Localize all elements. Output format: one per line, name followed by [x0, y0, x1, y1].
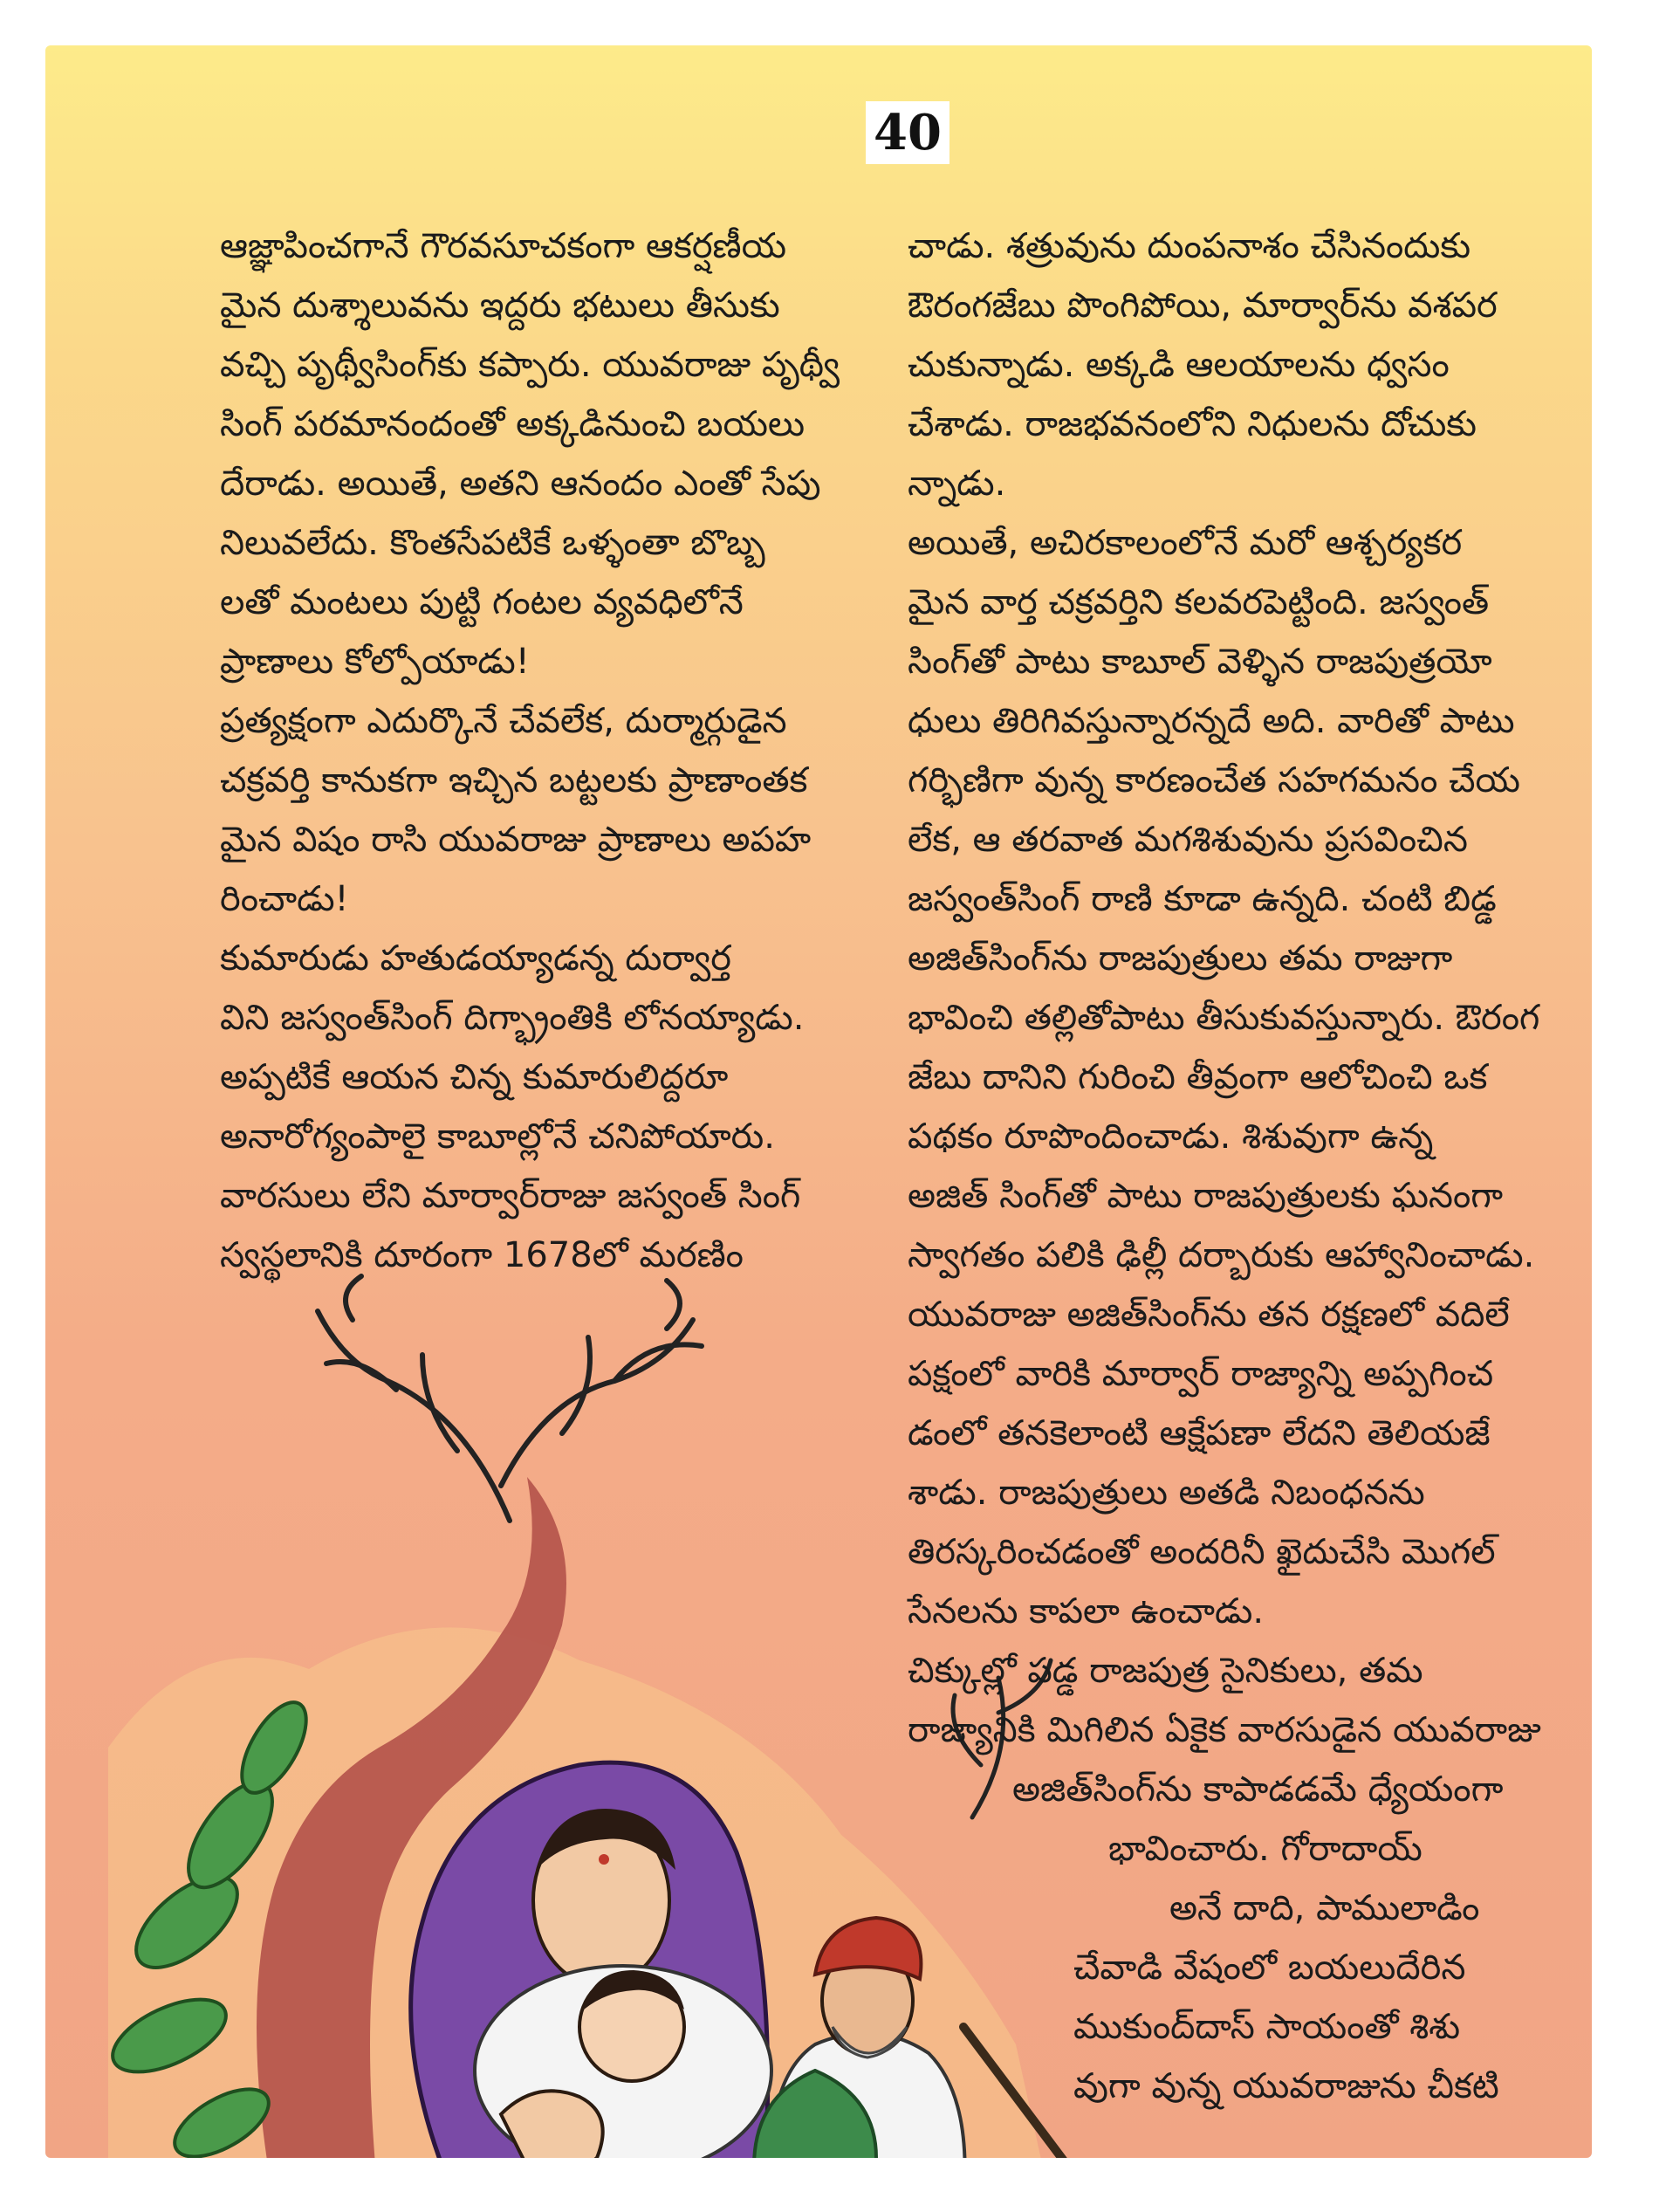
- text-line: ధులు తిరిగివస్తున్నారన్నదే అది. వారితో పాటు: [908, 701, 1515, 741]
- left-column: [220, 216, 874, 1285]
- text-line: డంలో తనకెలాంటి ఆక్షేపణా లేదని తెలియజే: [908, 1413, 1491, 1453]
- text-line: ప్రాణాలు కోల్పోయాడు!: [220, 642, 530, 682]
- text-line: ఔరంగజేబు పొంగిపోయి, మార్వార్‌ను వశపర: [908, 285, 1498, 326]
- text-line: సేనలను కాపలా ఉంచాడు.: [908, 1591, 1265, 1632]
- right-column: [908, 216, 1541, 2116]
- text-line: రించాడు!: [220, 879, 349, 919]
- text-line: అజిత్‌సింగ్‌ను కాపాడడమే ధ్యేయంగా: [1012, 1769, 1504, 1810]
- text-line: భావించి తల్లితోపాటు తీసుకువస్తున్నారు. ఔరంగ: [908, 998, 1540, 1038]
- text-line: అనే దాది, పాములాడిం: [1169, 1888, 1480, 1928]
- text-line: తిరస్కరించడంతో అందరినీ ఖైదుచేసి మొగల్: [908, 1532, 1496, 1572]
- text-line: చిక్కుల్లో పడ్డ రాజపుత్ర సైనికులు, తమ: [908, 1651, 1423, 1691]
- text-line: ముకుంద్‌దాస్ సాయంతో శిశు: [1073, 2007, 1461, 2047]
- text-line: చుకున్నాడు. అక్కడి ఆలయాలను ధ్వసం: [908, 345, 1450, 385]
- text-line: గర్భిణిగా వున్న కారణంచేత సహగమనం చేయ: [908, 760, 1520, 800]
- text-line: లతో మంటలు పుట్టి గంటల వ్యవధిలోనే: [220, 582, 744, 622]
- text-line: విని జస్వంత్‌సింగ్ దిగ్భ్రాంతికి లోనయ్యాడు.: [220, 998, 805, 1038]
- text-line: ప్రత్యక్షంగా ఎదుర్కొనే చేవలేక, దుర్మార్గుడైన: [220, 701, 787, 741]
- text-line: అజిత్ సింగ్‌తో పాటు రాజపుత్రులకు ఘనంగా: [908, 1176, 1504, 1216]
- text-line: యువరాజు అజిత్‌సింగ్‌ను తన రక్షణలో వదిలే: [908, 1295, 1510, 1335]
- text-line: భావించారు. గోరాదాయ్: [1108, 1829, 1422, 1869]
- mother-hand: [501, 2091, 603, 2158]
- text-line: వచ్చి పృథ్వీసింగ్‌కు కప్పారు. యువరాజు పృథ్వీ: [220, 345, 840, 385]
- text-line: చక్రవర్తి కానుకగా ఇచ్చిన బట్టలకు ప్రాణాంతక: [220, 760, 808, 800]
- text-line: మైన దుశ్శాలువను ఇద్దరు భటులు తీసుకు: [220, 285, 780, 326]
- text-line: పక్షంలో వారికి మార్వార్ రాజ్యాన్ని అప్పగించ: [908, 1354, 1494, 1394]
- text-line: ఆజ్ఞాపించగానే గౌరవసూచకంగా ఆకర్షణీయ: [220, 226, 787, 266]
- text-line: చేవాడి వేషంలో బయలుదేరిన: [1073, 1948, 1466, 1988]
- text-line: పథకం రూపొందించాడు. శిశువుగా ఉన్న: [908, 1116, 1434, 1157]
- tree-branches: [318, 1276, 702, 1521]
- text-line: లేక, ఆ తరవాత మగశిశువును ప్రసవించిన: [908, 820, 1468, 860]
- text-line: అజిత్‌సింగ్‌ను రాజపుత్రులు తమ రాజుగా: [908, 938, 1453, 979]
- text-line: అయితే, అచిరకాలంలోనే మరో ఆశ్చర్యకర: [908, 523, 1463, 563]
- text-line: దేరాడు. అయితే, అతని ఆనందం ఎంతో సేపు: [220, 464, 821, 504]
- text-line: శాడు. రాజపుత్రులు అతడి నిబంధనను: [908, 1473, 1425, 1513]
- text-line: న్నాడు.: [908, 464, 1006, 504]
- text-line: సింగ్‌తో పాటు కాబూల్ వెళ్ళిన రాజపుత్రయో: [908, 642, 1492, 682]
- page: [45, 45, 1592, 2158]
- text-line: జేబు దానిని గురించి తీవ్రంగా ఆలోచించి ఒక: [908, 1057, 1488, 1097]
- text-line: చేశాడు. రాజభవనంలోని నిధులను దోచుకు: [908, 404, 1477, 444]
- text-line: అప్పటికే ఆయన చిన్న కుమారులిద్దరూ: [220, 1057, 729, 1097]
- text-line: స్వస్థలానికి దూరంగా 1678లో మరణిం: [220, 1235, 744, 1275]
- text-line: సింగ్ పరమానందంతో అక్కడినుంచి బయలు: [220, 404, 806, 444]
- page-number: 40: [866, 101, 949, 164]
- text-line: అనారోగ్యంపాలై కాబూల్లోనే చనిపోయారు.: [220, 1116, 775, 1157]
- text-line: జస్వంత్‌సింగ్ రాణి కూడా ఉన్నది. చంటి బిడ్డ: [908, 879, 1497, 919]
- text-line: కుమారుడు హతుడయ్యాడన్న దుర్వార్త: [220, 938, 731, 979]
- text-line: చాడు. శత్రువును దుంపనాశం చేసినందుకు: [908, 226, 1471, 266]
- text-line: రాజ్యానికి మిగిలిన ఏకైక వారసుడైన యువరాజు: [908, 1710, 1541, 1750]
- text-line: నిలువలేదు. కొంతసేపటికే ఒళ్ళంతా బొబ్బ: [220, 523, 765, 563]
- bindi: [599, 1854, 609, 1865]
- text-line: వుగా వున్న యువరాజును చీకటి: [1073, 2066, 1499, 2106]
- text-line: వారసులు లేని మార్వార్‌రాజు జస్వంత్ సింగ్: [220, 1176, 801, 1216]
- text-line: మైన వార్త చక్రవర్తిని కలవరపెట్టింది. జస్వంత్: [908, 582, 1490, 622]
- text-line: మైన విషం రాసి యువరాజు ప్రాణాలు అపహ: [220, 820, 812, 860]
- text-line: స్వాగతం పలికి ఢిల్లీ దర్బారుకు ఆహ్వానించాడు.: [908, 1235, 1535, 1275]
